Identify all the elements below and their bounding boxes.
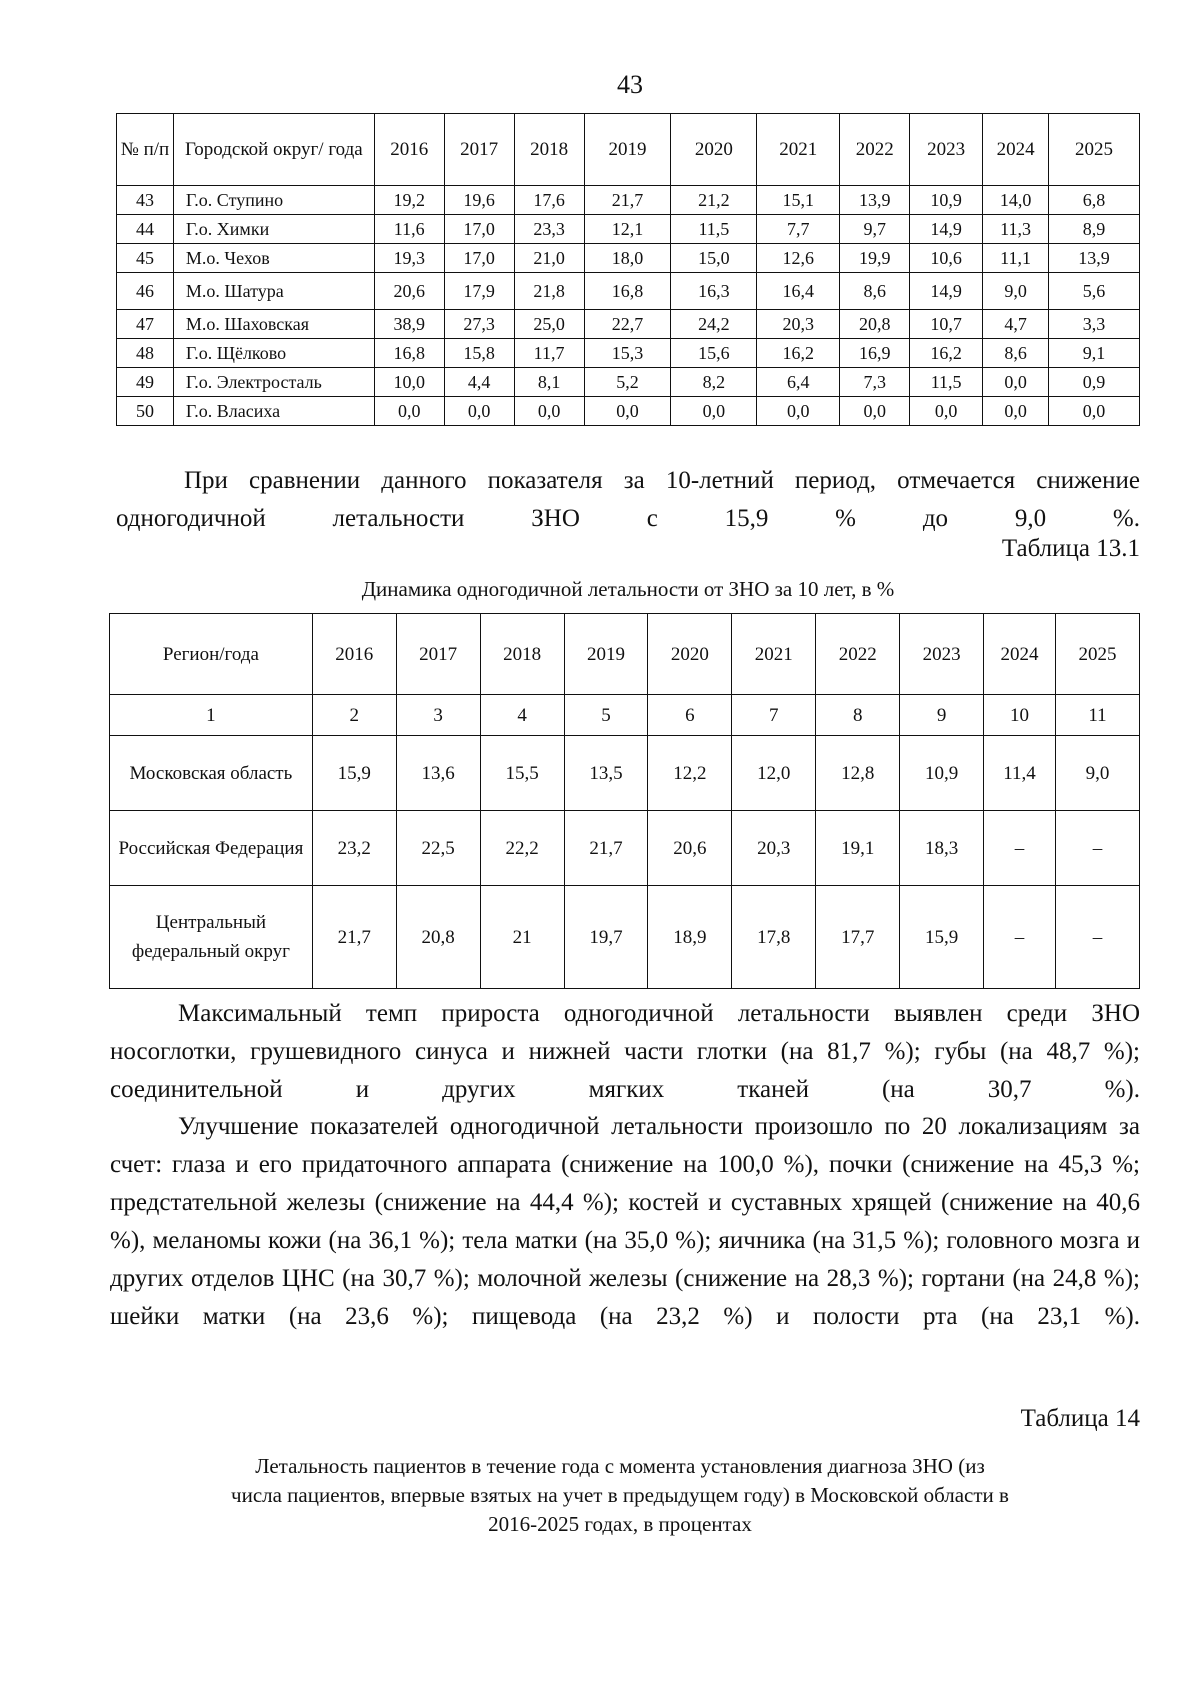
cell: 12,0 — [732, 736, 816, 811]
table-row — [110, 736, 1140, 811]
header-year: 2021 — [757, 114, 840, 186]
region-name: Московская область — [110, 736, 313, 811]
cell: 22,7 — [584, 310, 671, 339]
cell: 21,7 — [584, 186, 671, 215]
paragraph-summary: При сравнении данного показателя за 10-летний период, отмечается снижение одногодичной летальности ЗНО с 15,9 % до 9,0 %. — [116, 467, 1140, 532]
cell: 20,8 — [840, 310, 910, 339]
header-year: 2020 — [648, 614, 732, 695]
district-name: Г.о. Ступино — [173, 186, 374, 215]
cell: 38,9 — [374, 310, 444, 339]
cell: 15,8 — [444, 339, 514, 368]
cell: 5,6 — [1049, 273, 1140, 310]
row-num: 44 — [117, 215, 174, 244]
table-13-continuation — [116, 113, 1140, 426]
cell: 23,2 — [312, 811, 396, 886]
cell: 0,0 — [514, 397, 584, 426]
cell: 11,5 — [910, 368, 983, 397]
cell: 11,5 — [671, 215, 757, 244]
cell: 20,3 — [757, 310, 840, 339]
cell: 0,0 — [374, 397, 444, 426]
cell: 15,6 — [671, 339, 757, 368]
cell: 22,5 — [396, 811, 480, 886]
table-13-1-label: Таблица 13.1 — [1001, 535, 1140, 562]
cell: 17,0 — [444, 244, 514, 273]
region-name: Российская Федерация — [110, 811, 313, 886]
cell: 8,2 — [671, 368, 757, 397]
cell: 11,7 — [514, 339, 584, 368]
cell: 20,6 — [374, 273, 444, 310]
cell: 19,2 — [374, 186, 444, 215]
cell: 0,0 — [910, 397, 983, 426]
cell: 4,4 — [444, 368, 514, 397]
cell: 10,7 — [910, 310, 983, 339]
header-year: 2019 — [564, 614, 648, 695]
column-number-row — [110, 695, 1140, 736]
cell: 8,6 — [983, 339, 1049, 368]
cell: 15,5 — [480, 736, 564, 811]
cell: 0,0 — [584, 397, 671, 426]
table-13-1 — [109, 613, 1140, 989]
header-num: № п/п — [117, 114, 174, 186]
header-year: 2018 — [480, 614, 564, 695]
header-year: 2021 — [732, 614, 816, 695]
row-num: 46 — [117, 273, 174, 310]
paragraph-max-growth: Максимальный темп прироста одногодичной летальности выявлен среди ЗНО носоглотки, грушевидного синуса и нижней части глотки (на 81,7 %); губы (на 48,7 %); соединительной и других мягких тканей (на 30,7 %). — [110, 1000, 1140, 1103]
cell: 18,0 — [584, 244, 671, 273]
cell: 11,4 — [984, 736, 1056, 811]
table-row — [117, 368, 1140, 397]
cell: 14,0 — [983, 186, 1049, 215]
header-year: 2025 — [1049, 114, 1140, 186]
cell: 11,1 — [983, 244, 1049, 273]
table-row — [117, 273, 1140, 310]
cell: 0,9 — [1049, 368, 1140, 397]
cell: 19,6 — [444, 186, 514, 215]
header-year: 2024 — [983, 114, 1049, 186]
cell: 16,2 — [757, 339, 840, 368]
header-district: Городской округ/ года — [173, 114, 374, 186]
header-year: 2017 — [444, 114, 514, 186]
row-num: 50 — [117, 397, 174, 426]
table-row — [110, 886, 1140, 989]
header-year: 2022 — [840, 114, 910, 186]
col-number: 7 — [732, 695, 816, 736]
cell: 15,0 — [671, 244, 757, 273]
header-year: 2025 — [1056, 614, 1140, 695]
cell: 9,0 — [1056, 736, 1140, 811]
district-name: М.о. Чехов — [173, 244, 374, 273]
cell: 22,2 — [480, 811, 564, 886]
col-number: 2 — [312, 695, 396, 736]
cell: 21,7 — [312, 886, 396, 989]
page-number: 43 — [617, 70, 643, 99]
header-year: 2019 — [584, 114, 671, 186]
cell: 21 — [480, 886, 564, 989]
cell: 3,3 — [1049, 310, 1140, 339]
table-row — [117, 397, 1140, 426]
table-row — [110, 811, 1140, 886]
district-name: Г.о. Электросталь — [173, 368, 374, 397]
cell: 11,3 — [983, 215, 1049, 244]
header-year: 2024 — [984, 614, 1056, 695]
table-row — [117, 215, 1140, 244]
district-name: М.о. Шаховская — [173, 310, 374, 339]
cell: 17,8 — [732, 886, 816, 989]
cell: 0,0 — [840, 397, 910, 426]
cell: 0,0 — [444, 397, 514, 426]
col-number: 10 — [984, 695, 1056, 736]
col-number: 5 — [564, 695, 648, 736]
cell: 10,9 — [900, 736, 984, 811]
cell: 10,0 — [374, 368, 444, 397]
cell: 9,7 — [840, 215, 910, 244]
cell: 10,9 — [910, 186, 983, 215]
header-year: 2016 — [312, 614, 396, 695]
cell: 15,3 — [584, 339, 671, 368]
cell: 13,9 — [1049, 244, 1140, 273]
header-year: 2022 — [816, 614, 900, 695]
cell: 21,2 — [671, 186, 757, 215]
cell: 12,2 — [648, 736, 732, 811]
col-number: 8 — [816, 695, 900, 736]
cell: – — [1056, 811, 1140, 886]
cell: 7,7 — [757, 215, 840, 244]
cell: 0,0 — [1049, 397, 1140, 426]
cell: 4,7 — [983, 310, 1049, 339]
cell: 0,0 — [757, 397, 840, 426]
cell: 13,9 — [840, 186, 910, 215]
cell: 20,3 — [732, 811, 816, 886]
cell: 17,0 — [444, 215, 514, 244]
cell: 16,9 — [840, 339, 910, 368]
cell: 12,6 — [757, 244, 840, 273]
cell: 21,7 — [564, 811, 648, 886]
cell: 16,8 — [374, 339, 444, 368]
cell: 13,6 — [396, 736, 480, 811]
cell: – — [984, 811, 1056, 886]
cell: 11,6 — [374, 215, 444, 244]
row-num: 49 — [117, 368, 174, 397]
cell: 0,0 — [983, 397, 1049, 426]
row-num: 47 — [117, 310, 174, 339]
cell: 12,1 — [584, 215, 671, 244]
cell: 18,3 — [900, 811, 984, 886]
cell: 27,3 — [444, 310, 514, 339]
cell: 10,6 — [910, 244, 983, 273]
header-year: 2018 — [514, 114, 584, 186]
col-number: 11 — [1056, 695, 1140, 736]
cell: 15,1 — [757, 186, 840, 215]
cell: 16,4 — [757, 273, 840, 310]
table-14-label: Таблица 14 — [1020, 1405, 1140, 1432]
cell: 5,2 — [584, 368, 671, 397]
row-num: 43 — [117, 186, 174, 215]
table-14-caption: Летальность пациентов в течение года с момента установления диагноза ЗНО (из числа пациентов, впервые взятых на учет в предыдущем году) в Московской области в 2016-2025 годах, в процентах — [231, 1454, 1009, 1536]
cell: 20,6 — [648, 811, 732, 886]
col-number: 3 — [396, 695, 480, 736]
cell: 14,9 — [910, 273, 983, 310]
table-13-1-caption: Динамика одногодичной летальности от ЗНО за 10 лет, в % — [361, 577, 895, 601]
row-num: 48 — [117, 339, 174, 368]
district-name: Г.о. Щёлково — [173, 339, 374, 368]
cell: 19,3 — [374, 244, 444, 273]
region-name: Центральный федеральный округ — [110, 886, 313, 989]
cell: 16,8 — [584, 273, 671, 310]
district-name: Г.о. Власиха — [173, 397, 374, 426]
cell: 6,8 — [1049, 186, 1140, 215]
table-row — [117, 339, 1140, 368]
cell: 14,9 — [910, 215, 983, 244]
cell: 21,0 — [514, 244, 584, 273]
header-region: Регион/года — [110, 614, 313, 695]
table-row — [117, 186, 1140, 215]
cell: 6,4 — [757, 368, 840, 397]
cell: 16,2 — [910, 339, 983, 368]
cell: 25,0 — [514, 310, 584, 339]
district-name: М.о. Шатура — [173, 273, 374, 310]
cell: 20,8 — [396, 886, 480, 989]
cell: 19,9 — [840, 244, 910, 273]
cell: 19,1 — [816, 811, 900, 886]
cell: 8,6 — [840, 273, 910, 310]
cell: 15,9 — [312, 736, 396, 811]
cell: 8,9 — [1049, 215, 1140, 244]
cell: 18,9 — [648, 886, 732, 989]
cell: 9,1 — [1049, 339, 1140, 368]
cell: 17,7 — [816, 886, 900, 989]
header-year: 2020 — [671, 114, 757, 186]
header-year: 2023 — [910, 114, 983, 186]
cell: 12,8 — [816, 736, 900, 811]
cell: 16,3 — [671, 273, 757, 310]
cell: 0,0 — [671, 397, 757, 426]
col-number: 4 — [480, 695, 564, 736]
table-row — [117, 244, 1140, 273]
table-header-row — [117, 114, 1140, 186]
cell: 0,0 — [983, 368, 1049, 397]
cell: 17,6 — [514, 186, 584, 215]
col-number: 6 — [648, 695, 732, 736]
paragraph-improvement: Улучшение показателей одногодичной летальности произошло по 20 локализациям за счет: глаза и его придаточного аппарата (снижение на 100,0 %), почки (снижение на 45,3 %; предстательной железы (снижение на 44,4 %); костей и суставных хрящей (снижение на 40,6 %), меланомы кожи (на 36,1 %); тела матки (на 35,0 %); яичника (на 31,5 %); головного мозга и других отделов ЦНС (на 30,7 %); молочной железы (снижение на 28,3 %); гортани (на 24,8 %); шейки матки (на 23,6 %); пищевода (на 23,2 %) и полости рта (на 23,1 %). — [110, 1113, 1140, 1330]
cell: 23,3 — [514, 215, 584, 244]
table-header-row — [110, 614, 1140, 695]
cell: 7,3 — [840, 368, 910, 397]
col-number: 1 — [110, 695, 313, 736]
cell: 17,9 — [444, 273, 514, 310]
row-num: 45 — [117, 244, 174, 273]
cell: 13,5 — [564, 736, 648, 811]
cell: – — [1056, 886, 1140, 989]
cell: 8,1 — [514, 368, 584, 397]
cell: 19,7 — [564, 886, 648, 989]
header-year: 2016 — [374, 114, 444, 186]
cell: – — [984, 886, 1056, 989]
cell: 9,0 — [983, 273, 1049, 310]
cell: 15,9 — [900, 886, 984, 989]
cell: 21,8 — [514, 273, 584, 310]
cell: 24,2 — [671, 310, 757, 339]
header-year: 2017 — [396, 614, 480, 695]
table-row — [117, 310, 1140, 339]
col-number: 9 — [900, 695, 984, 736]
header-year: 2023 — [900, 614, 984, 695]
district-name: Г.о. Химки — [173, 215, 374, 244]
